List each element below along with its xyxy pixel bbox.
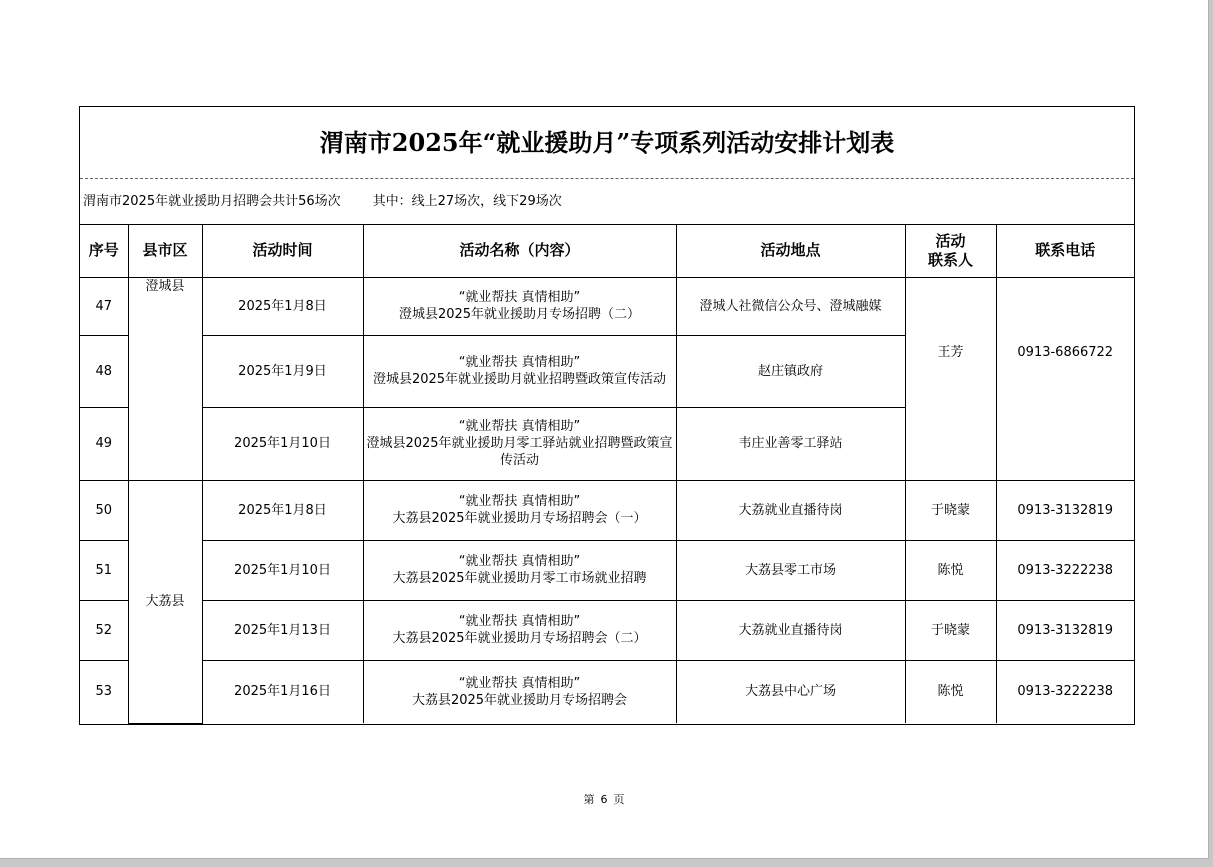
cell-time: 2025年1月8日 [202,480,363,540]
table-row [80,660,1134,723]
header-row [80,225,1134,277]
cell-time: 2025年1月10日 [202,540,363,600]
cell-location: 大荔就业直播待岗 [676,600,905,660]
cell-contact: 陈悦 [905,540,996,600]
cell-name: “就业帮扶 真情相助” 澄城县2025年就业援助月专场招聘（二） [363,277,676,335]
cell-time: 2025年1月13日 [202,600,363,660]
activity-plan-table [79,106,1135,725]
cell-time: 2025年1月16日 [202,660,363,723]
cell-name: “就业帮扶 真情相助” 大荔县2025年就业援助月专场招聘会（一） [363,480,676,540]
cell-name: “就业帮扶 真情相助” 大荔县2025年就业援助月零工市场就业招聘 [363,540,676,600]
header-location: 活动地点 [676,225,905,277]
header-county: 县市区 [128,225,202,277]
cell-location: 大荔就业直播待岗 [676,480,905,540]
table-row [80,540,1134,600]
table-row [80,277,1134,335]
header-name: 活动名称（内容） [363,225,676,277]
cell-seq: 52 [80,600,128,660]
cell-time: 2025年1月8日 [202,277,363,335]
cell-location: 大荔县零工市场 [676,540,905,600]
cell-phone: 0913-3222238 [996,660,1134,723]
header-time: 活动时间 [202,225,363,277]
cell-seq: 48 [80,335,128,407]
cell-time: 2025年1月9日 [202,335,363,407]
cell-location: 赵庄镇政府 [676,335,905,407]
header-contact: 活动 联系人 [905,225,996,277]
header-seq: 序号 [80,225,128,277]
cell-seq: 53 [80,660,128,723]
cell-seq: 50 [80,480,128,540]
cell-phone: 0913-3132819 [996,480,1134,540]
page-number: 第 6 页 [583,793,625,806]
cell-name: “就业帮扶 真情相助” 大荔县2025年就业援助月专场招聘会 [363,660,676,723]
cell-seq: 47 [80,277,128,335]
cell-phone: 0913-3132819 [996,600,1134,660]
cell-contact: 于晓蒙 [905,600,996,660]
cell-county: 澄城县 [128,277,202,480]
cell-location: 澄城人社微信公众号、澄城融媒 [676,277,905,335]
cell-name: “就业帮扶 真情相助” 澄城县2025年就业援助月零工驿站就业招聘暨政策宣传活动 [363,407,676,480]
summary-line [80,179,1134,225]
table-row [80,480,1134,540]
cell-contact: 于晓蒙 [905,480,996,540]
cell-time: 2025年1月10日 [202,407,363,480]
summary-breakdown: 其中：线上27场次，线下29场次 [372,194,562,209]
cell-location: 大荔县中心广场 [676,660,905,723]
cell-county: 大荔县 [128,480,202,723]
cell-phone: 0913-3222238 [996,540,1134,600]
table-title: 渭南市2025年“就业援助月”专项系列活动安排计划表 [80,107,1134,179]
header-phone: 联系电话 [996,225,1134,277]
cell-name: “就业帮扶 真情相助” 大荔县2025年就业援助月专场招聘会（二） [363,600,676,660]
cell-contact: 陈悦 [905,660,996,723]
cell-name: “就业帮扶 真情相助” 澄城县2025年就业援助月就业招聘暨政策宣传活动 [363,335,676,407]
cell-contact: 王芳 [905,277,996,480]
cell-location: 韦庄业善零工驿站 [676,407,905,480]
table-row [80,600,1134,660]
cell-phone: 0913-6866722 [996,277,1134,480]
cell-seq: 49 [80,407,128,480]
cell-seq: 51 [80,540,128,600]
data-table [80,225,1134,724]
summary-total: 渭南市2025年就业援助月招聘会共计56场次 [83,194,341,209]
